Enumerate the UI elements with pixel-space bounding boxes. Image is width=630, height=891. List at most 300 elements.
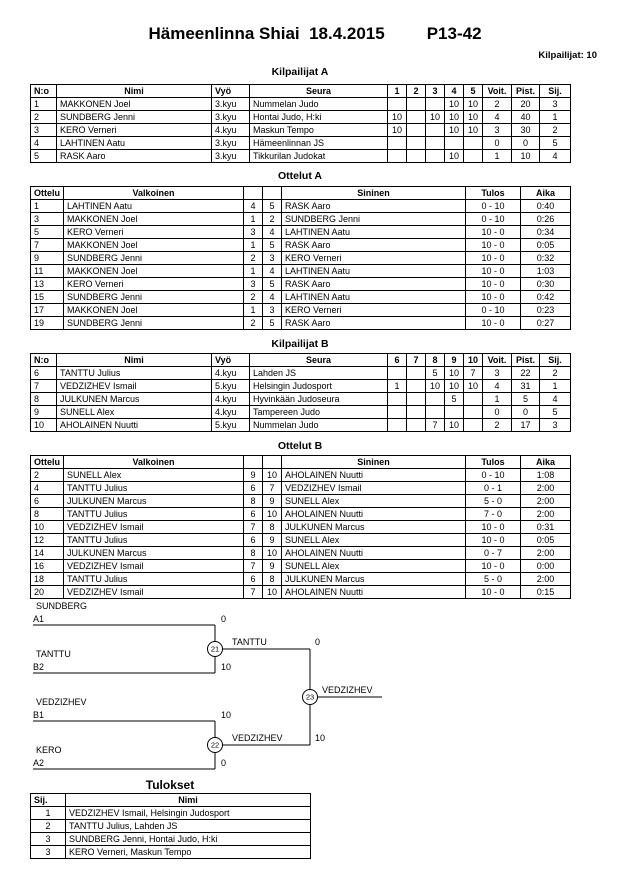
kilpailijatB-header-cell: 10 — [464, 354, 483, 367]
kilpailijatB-body-cell: 9 — [31, 406, 57, 419]
kilpailijatB-body-cell: 6 — [31, 367, 57, 380]
ottelutA-body-cell: 0:32 — [521, 252, 571, 265]
ottelutA-header-cell: Aika — [521, 187, 571, 200]
kilpailijatB-body-cell: 10 — [31, 419, 57, 432]
tulokset-header-cell: Nimi — [66, 794, 311, 807]
kilpailijatB-body-cell: 4 — [540, 393, 571, 406]
ottelutB-body-cell: SUNELL Alex — [64, 469, 244, 482]
ottelutA-header-cell — [244, 187, 263, 200]
tulokset-body-cell: VEDZIZHEV Ismail, Helsingin Judosport — [66, 807, 311, 820]
kilpailijatB-header-cell: Sij. — [540, 354, 571, 367]
ottelutB-body-row — [31, 547, 571, 560]
ottelutB-body-cell: TANTTU Julius — [64, 482, 244, 495]
ottelutB-header-cell: Tulos — [466, 456, 521, 469]
ottelutB-body-cell: 0:00 — [521, 560, 571, 573]
ottelutB-body-cell: 8 — [244, 495, 263, 508]
kilpailijatA-body-cell: Nummelan Judo — [250, 98, 388, 111]
kilpailijatB-body-cell — [464, 406, 483, 419]
ottelutA-body-cell: SUNDBERG Jenni — [64, 252, 244, 265]
kilpailijatA-header-cell: Vyö — [212, 85, 250, 98]
kilpailijatB-body-cell: 22 — [512, 367, 540, 380]
ottelutB-body-cell: 7 — [244, 521, 263, 534]
kilpailijatA-body-cell: 3 — [483, 124, 512, 137]
page-title — [0, 24, 630, 44]
ottelutA-body-cell: 3 — [263, 252, 282, 265]
section-heading-ottelut-a: Ottelut A — [278, 170, 322, 182]
kilpailijatB-body-cell: 1 — [483, 393, 512, 406]
kilpailijatA-body-cell: 3 — [540, 98, 571, 111]
bracket-slot-a1-score: 0 — [221, 614, 227, 624]
ottelutB-body-cell: 0 - 1 — [466, 482, 521, 495]
bracket-slot-a2-name: KERO — [36, 745, 62, 755]
kilpailijatA-body-row — [31, 98, 571, 111]
kilpailijatA-body-cell: 10 — [388, 111, 407, 124]
ottelutA-body-cell: RASK Aaro — [282, 278, 466, 291]
kilpailijatB-body-cell: 10 — [445, 380, 464, 393]
kilpailijatB-body-cell — [426, 393, 445, 406]
kilpailijatA-body-cell: 10 — [464, 124, 483, 137]
ottelutB-body-cell: 0:05 — [521, 534, 571, 547]
ottelutA-body-cell: MAKKONEN Joel — [64, 239, 244, 252]
section-heading-kilpailijat-b: Kilpailijat B — [271, 338, 329, 350]
kilpailijatA-header-cell: 4 — [445, 85, 464, 98]
kilpailijatB-body-cell: 4 — [483, 380, 512, 393]
ottelutB-body-cell: JULKUNEN Marcus — [64, 547, 244, 560]
kilpailijatA-body-cell: 4 — [31, 137, 57, 150]
kilpailijatB-header-cell: Nimi — [57, 354, 212, 367]
ottelutA-body-cell: 0:27 — [521, 317, 571, 330]
ottelutA-body-cell: MAKKONEN Joel — [64, 265, 244, 278]
kilpailijatA-body-cell — [407, 111, 426, 124]
kilpailijatA-body-cell — [407, 98, 426, 111]
kilpailijatB-header-cell: N:o — [31, 354, 57, 367]
ottelutB-body-cell: 0:31 — [521, 521, 571, 534]
tulokset-body-row — [31, 846, 311, 859]
kilpailijatB-body-row — [31, 406, 571, 419]
kilpailijatA-body-cell: 2 — [483, 98, 512, 111]
ottelutA-body-cell: 0 - 10 — [466, 304, 521, 317]
ottelutA-body-cell: 5 — [263, 239, 282, 252]
ottelutA-body-cell: 4 — [244, 200, 263, 213]
ottelutA-body-cell: 3 — [244, 226, 263, 239]
kilpailijatB-body-cell: 2 — [540, 367, 571, 380]
bracket-semifinal1-winner: TANTTU — [232, 637, 267, 647]
ottelutB-body-cell: 10 — [263, 508, 282, 521]
tulokset-table — [30, 793, 311, 859]
ottelutA-body-cell: 13 — [31, 278, 64, 291]
ottelutA-body-cell: 1 — [244, 239, 263, 252]
ottelutB-body-cell: VEDZIZHEV Ismail — [282, 482, 466, 495]
ottelutA-body-cell: KERO Verneri — [282, 304, 466, 317]
ottelutA-body-cell: 2 — [263, 213, 282, 226]
kilpailijatA-header-cell: 2 — [407, 85, 426, 98]
ottelutB-body-row — [31, 482, 571, 495]
ottelutB-body-cell: 0 - 7 — [466, 547, 521, 560]
kilpailijatB-body-cell: 1 — [540, 380, 571, 393]
ottelutB-body-cell: AHOLAINEN Nuutti — [282, 586, 466, 599]
kilpailijatA-body-cell: RASK Aaro — [57, 150, 212, 163]
kilpailijatB-body-cell — [426, 406, 445, 419]
kilpailijatA-body-cell — [407, 150, 426, 163]
kilpailijatB-body-cell: Lahden JS — [250, 367, 388, 380]
kilpailijatB-body-cell: 5.kyu — [212, 419, 250, 432]
ottelutB-header-cell — [244, 456, 263, 469]
ottelutA-body-row — [31, 213, 571, 226]
bracket-slot-b1-seed: B1 — [33, 710, 45, 720]
bracket-slot-b1-score: 10 — [221, 710, 232, 720]
kilpailijatA-header-cell: Voit. — [483, 85, 512, 98]
ottelutA-body-cell: 0:05 — [521, 239, 571, 252]
ottelutB-body-row — [31, 521, 571, 534]
bracket-final-top-score: 0 — [315, 637, 321, 647]
ottelutA-body-cell: 5 — [263, 200, 282, 213]
kilpailijatA-body-cell: Tikkurilan Judokat — [250, 150, 388, 163]
kilpailijatA-header-cell: 5 — [464, 85, 483, 98]
tulokset-body-row — [31, 833, 311, 846]
ottelutA-body-row — [31, 265, 571, 278]
kilpailijatA-body-row — [31, 111, 571, 124]
ottelutA-header-cell — [263, 187, 282, 200]
kilpailijatA-body-cell: 3.kyu — [212, 98, 250, 111]
tulokset-body-cell: TANTTU Julius, Lahden JS — [66, 820, 311, 833]
ottelutB-body-cell: 2 — [31, 469, 64, 482]
ottelutA-body-cell: 2 — [244, 252, 263, 265]
bracket-node-22-number: 22 — [210, 740, 220, 750]
kilpailijatB-body-cell: 8 — [31, 393, 57, 406]
ottelutA-header-cell: Valkoinen — [64, 187, 244, 200]
ottelutB-body-cell: AHOLAINEN Nuutti — [282, 469, 466, 482]
ottelutA-body-cell: 7 — [31, 239, 64, 252]
kilpailijatA-header-row — [31, 85, 571, 98]
ottelutA-body-row — [31, 317, 571, 330]
kilpailijatA-body-cell: 2 — [540, 124, 571, 137]
ottelutA-body-cell: 3 — [31, 213, 64, 226]
kilpailijatA-body-cell: LAHTINEN Aatu — [57, 137, 212, 150]
ottelutA-body-cell: 10 - 0 — [466, 265, 521, 278]
kilpailijatA-body-cell: 40 — [512, 111, 540, 124]
ottelutA-header-cell: Ottelu — [31, 187, 64, 200]
kilpailijatA-body-cell: 10 — [445, 150, 464, 163]
kilpailijatB-header-cell: 6 — [388, 354, 407, 367]
ottelutA-body-cell: LAHTINEN Aatu — [64, 200, 244, 213]
ottelutB-header-cell: Valkoinen — [64, 456, 244, 469]
kilpailijatB-body-cell: VEDZIZHEV Ismail — [57, 380, 212, 393]
ottelutA-body-cell: 9 — [31, 252, 64, 265]
bracket-slot-a1-name: SUNDBERG — [36, 601, 88, 611]
ottelutB-body-cell: 5 - 0 — [466, 573, 521, 586]
ottelutB-body-cell: JULKUNEN Marcus — [282, 521, 466, 534]
kilpailijatB-body-cell: 5 — [540, 406, 571, 419]
kilpailijatA-body-cell: 30 — [512, 124, 540, 137]
kilpailijatA-body-cell: 3.kyu — [212, 137, 250, 150]
kilpailijatB-body-cell: TANTTU Julius — [57, 367, 212, 380]
kilpailijatB-body-cell — [407, 419, 426, 432]
bracket-slot-a1-seed: A1 — [33, 614, 45, 624]
ottelutB-body-cell: 6 — [244, 573, 263, 586]
kilpailijatA-body-cell: 10 — [512, 150, 540, 163]
ottelutB-body-cell: 2:00 — [521, 547, 571, 560]
ottelutB-body-cell: 6 — [244, 508, 263, 521]
kilpailijatA-body-cell: 3 — [31, 124, 57, 137]
ottelutA-body-cell: 10 - 0 — [466, 226, 521, 239]
kilpailijatA-body-row — [31, 137, 571, 150]
competitors-count-label: Kilpailijat: 10 — [538, 50, 597, 61]
ottelutA-body-row — [31, 291, 571, 304]
kilpailijatB-header-cell: Pist. — [512, 354, 540, 367]
kilpailijatA-body-cell: 4 — [483, 111, 512, 124]
ottelutA-body-row — [31, 200, 571, 213]
bracket-final-bottom-score: 10 — [315, 733, 326, 743]
ottelutB-body-cell: 1:08 — [521, 469, 571, 482]
kilpailijatA-body-cell: MAKKONEN Joel — [57, 98, 212, 111]
ottelutB-body-cell: SUNELL Alex — [282, 534, 466, 547]
ottelutA-body-cell: 10 - 0 — [466, 239, 521, 252]
kilpailijatA-body-cell — [426, 150, 445, 163]
kilpailijatA-body-cell: 10 — [445, 98, 464, 111]
kilpailijatB-body-cell: 5 — [512, 393, 540, 406]
ottelutA-header-cell: Tulos — [466, 187, 521, 200]
kilpailijatA-header-cell: Seura — [250, 85, 388, 98]
ottelutB-body-cell: 14 — [31, 547, 64, 560]
ottelutB-body-cell: AHOLAINEN Nuutti — [282, 547, 466, 560]
kilpailijatB-header-cell: Vyö — [212, 354, 250, 367]
kilpailijatB-header-cell: Voit. — [483, 354, 512, 367]
kilpailijatB-body-cell: 10 — [445, 367, 464, 380]
kilpailijatA-body-cell: Maskun Tempo — [250, 124, 388, 137]
kilpailijatA-body-cell: KERO Verneri — [57, 124, 212, 137]
ottelutA-body-cell: 5 — [263, 278, 282, 291]
tulokset-body-cell: SUNDBERG Jenni, Hontai Judo, H:ki — [66, 833, 311, 846]
kilpailijatA-body-cell — [426, 124, 445, 137]
ottelutB-header-cell: Ottelu — [31, 456, 64, 469]
kilpailijatA-body-cell: 20 — [512, 98, 540, 111]
kilpailijatA-body-cell: 0 — [512, 137, 540, 150]
ottelutB-body-cell: 4 — [31, 482, 64, 495]
kilpailijatA-header-cell: 1 — [388, 85, 407, 98]
kilpailijatB-body-cell — [464, 419, 483, 432]
ottelutB-body-cell: 20 — [31, 586, 64, 599]
kilpailijatB-body-row — [31, 393, 571, 406]
kilpailijatB-body-cell: 2 — [483, 419, 512, 432]
kilpailijatA-body-cell — [388, 150, 407, 163]
ottelutA-body-cell: RASK Aaro — [282, 200, 466, 213]
kilpailijat-b-table — [30, 353, 571, 432]
ottelutA-body-cell: MAKKONEN Joel — [64, 304, 244, 317]
kilpailijatA-header-cell: Pist. — [512, 85, 540, 98]
kilpailijatA-body-cell: 3.kyu — [212, 150, 250, 163]
kilpailijatB-body-cell — [388, 406, 407, 419]
kilpailijatB-body-cell: 5 — [426, 367, 445, 380]
ottelutB-body-cell: 10 - 0 — [466, 586, 521, 599]
kilpailijatA-body-cell: 2 — [31, 111, 57, 124]
ottelutB-body-cell: VEDZIZHEV Ismail — [64, 586, 244, 599]
kilpailijatB-body-cell: 7 — [31, 380, 57, 393]
ottelut-b-table — [30, 455, 571, 599]
ottelutA-body-row — [31, 278, 571, 291]
ottelutA-body-cell: KERO Verneri — [64, 226, 244, 239]
ottelutB-body-row — [31, 495, 571, 508]
ottelutB-body-cell: SUNELL Alex — [282, 495, 466, 508]
kilpailijatB-body-row — [31, 419, 571, 432]
kilpailijatB-body-cell: 4.kyu — [212, 393, 250, 406]
kilpailijatA-body-cell: SUNDBERG Jenni — [57, 111, 212, 124]
ottelutA-body-cell: 3 — [263, 304, 282, 317]
kilpailijatB-body-cell: AHOLAINEN Nuutti — [57, 419, 212, 432]
ottelutA-body-cell: 10 - 0 — [466, 317, 521, 330]
kilpailijatB-body-cell: 5 — [445, 393, 464, 406]
ottelutB-body-row — [31, 534, 571, 547]
ottelutA-body-cell: LAHTINEN Aatu — [282, 226, 466, 239]
tulokset-body-cell: 3 — [31, 846, 66, 859]
kilpailijatB-body-cell: SUNELL Alex — [57, 406, 212, 419]
ottelutB-body-cell: 10 — [263, 469, 282, 482]
kilpailijatB-header-row — [31, 354, 571, 367]
kilpailijatB-body-cell: 3 — [540, 419, 571, 432]
ottelutB-body-cell: TANTTU Julius — [64, 573, 244, 586]
ottelutB-body-cell: 10 — [263, 547, 282, 560]
kilpailijatB-body-cell: 0 — [512, 406, 540, 419]
tulokset-body-cell: KERO Verneri, Maskun Tempo — [66, 846, 311, 859]
kilpailijatA-body-cell: 4.kyu — [212, 124, 250, 137]
kilpailijatB-body-cell: 17 — [512, 419, 540, 432]
tulokset-body-row — [31, 807, 311, 820]
kilpailijatA-body-cell: 10 — [445, 111, 464, 124]
ottelutB-body-cell: 2:00 — [521, 508, 571, 521]
bracket-final-winner: VEDZIZHEV — [322, 685, 373, 695]
ottelutB-body-cell: 10 - 0 — [466, 560, 521, 573]
kilpailijatB-body-cell: 1 — [388, 380, 407, 393]
tulokset-body-cell: 2 — [31, 820, 66, 833]
ottelutA-body-cell: 15 — [31, 291, 64, 304]
ottelutA-body-cell: 0:40 — [521, 200, 571, 213]
ottelutB-body-cell: 6 — [244, 482, 263, 495]
bracket-slot-a2-seed: A2 — [33, 758, 45, 768]
tulokset-body-cell: 3 — [31, 833, 66, 846]
kilpailijatA-body-cell: 10 — [464, 98, 483, 111]
ottelutA-body-cell: 2 — [244, 291, 263, 304]
kilpailijatA-body-cell — [445, 137, 464, 150]
kilpailijatA-header-cell: Sij. — [540, 85, 571, 98]
ottelutB-body-cell: 7 — [244, 560, 263, 573]
ottelutB-body-cell: 9 — [263, 534, 282, 547]
ottelutA-body-cell: 1 — [31, 200, 64, 213]
ottelutA-body-cell: 0:26 — [521, 213, 571, 226]
kilpailijatA-body-row — [31, 124, 571, 137]
kilpailijatB-body-row — [31, 380, 571, 393]
kilpailijatB-body-cell: 31 — [512, 380, 540, 393]
kilpailijatA-body-cell — [464, 150, 483, 163]
kilpailijat-a-table — [30, 84, 571, 163]
ottelutA-body-cell: SUNDBERG Jenni — [64, 291, 244, 304]
ottelutA-body-cell: 0 - 10 — [466, 213, 521, 226]
kilpailijatB-body-cell — [388, 419, 407, 432]
bracket-semifinal2-winner: VEDZIZHEV — [232, 733, 283, 743]
kilpailijatB-body-cell — [388, 367, 407, 380]
ottelut-a-table — [30, 186, 571, 330]
kilpailijatB-header-cell: 9 — [445, 354, 464, 367]
kilpailijatB-body-row — [31, 367, 571, 380]
ottelutB-body-cell: 10 - 0 — [466, 534, 521, 547]
ottelutA-body-cell: 4 — [263, 226, 282, 239]
ottelutA-body-cell: 1 — [244, 213, 263, 226]
ottelutA-body-cell: RASK Aaro — [282, 317, 466, 330]
ottelutA-body-cell: 11 — [31, 265, 64, 278]
ottelutB-body-cell: AHOLAINEN Nuutti — [282, 508, 466, 521]
kilpailijatB-body-cell: 10 — [464, 380, 483, 393]
ottelutA-body-cell: 4 — [263, 291, 282, 304]
bracket-slot-b2-seed: B2 — [33, 662, 45, 672]
kilpailijatA-body-cell: 1 — [31, 98, 57, 111]
ottelutA-body-row — [31, 239, 571, 252]
ottelutA-body-cell: 3 — [244, 278, 263, 291]
kilpailijatA-body-cell: 5 — [540, 137, 571, 150]
ottelutA-body-cell: MAKKONEN Joel — [64, 213, 244, 226]
tulokset-header-cell: Sij. — [31, 794, 66, 807]
ottelutA-body-row — [31, 304, 571, 317]
kilpailijatA-body-cell: 10 — [445, 124, 464, 137]
ottelutA-body-cell: 0:30 — [521, 278, 571, 291]
ottelutB-body-cell: 2:00 — [521, 482, 571, 495]
ottelutB-body-cell: 7 — [263, 482, 282, 495]
ottelutB-body-cell: 8 — [31, 508, 64, 521]
ottelutA-body-cell: 1:03 — [521, 265, 571, 278]
ottelutB-body-cell: 9 — [263, 560, 282, 573]
kilpailijatB-body-cell: JULKUNEN Marcus — [57, 393, 212, 406]
ottelutB-body-cell: VEDZIZHEV Ismail — [64, 521, 244, 534]
ottelutA-body-cell: 19 — [31, 317, 64, 330]
ottelutB-body-cell: 5 - 0 — [466, 495, 521, 508]
bracket-slot-b2-name: TANTTU — [36, 649, 71, 659]
ottelutB-body-cell: 10 — [31, 521, 64, 534]
kilpailijatA-body-cell — [426, 137, 445, 150]
kilpailijatA-header-cell: Nimi — [57, 85, 212, 98]
bracket-slot-a2-score: 0 — [221, 758, 227, 768]
kilpailijatB-body-cell: 4.kyu — [212, 367, 250, 380]
ottelutA-body-cell: 5 — [31, 226, 64, 239]
kilpailijatA-body-cell — [388, 137, 407, 150]
ottelutA-body-cell: KERO Verneri — [64, 278, 244, 291]
bracket-node-23-number: 23 — [305, 692, 315, 702]
ottelutB-body-row — [31, 560, 571, 573]
ottelutA-body-cell: 10 - 0 — [466, 278, 521, 291]
bracket-node-21-number: 21 — [210, 644, 220, 654]
kilpailijatB-body-cell — [407, 380, 426, 393]
ottelutB-body-cell: 2:00 — [521, 573, 571, 586]
ottelutB-body-cell: 8 — [263, 521, 282, 534]
ottelutB-body-cell: TANTTU Julius — [64, 534, 244, 547]
ottelutB-body-cell: 16 — [31, 560, 64, 573]
ottelutA-body-cell: 17 — [31, 304, 64, 317]
kilpailijatA-body-cell: Hämeenlinnan JS — [250, 137, 388, 150]
kilpailijatA-body-cell: 0 — [483, 137, 512, 150]
ottelutA-body-cell: 10 - 0 — [466, 252, 521, 265]
bracket-diagram — [0, 596, 630, 778]
kilpailijatB-body-cell: Nummelan Judo — [250, 419, 388, 432]
kilpailijatB-body-cell: 7 — [426, 419, 445, 432]
kilpailijatB-header-cell: Seura — [250, 354, 388, 367]
ottelutB-body-cell: 12 — [31, 534, 64, 547]
ottelutA-body-cell: 4 — [263, 265, 282, 278]
ottelutA-body-cell: 0:23 — [521, 304, 571, 317]
kilpailijatA-body-cell — [407, 137, 426, 150]
kilpailijatA-body-cell: 10 — [388, 124, 407, 137]
kilpailijatA-body-cell: 10 — [426, 111, 445, 124]
kilpailijatA-body-cell: 1 — [540, 111, 571, 124]
kilpailijatB-header-cell: 7 — [407, 354, 426, 367]
kilpailijatB-body-cell: 7 — [464, 367, 483, 380]
ottelutA-body-cell: LAHTINEN Aatu — [282, 265, 466, 278]
kilpailijatA-body-cell — [464, 137, 483, 150]
